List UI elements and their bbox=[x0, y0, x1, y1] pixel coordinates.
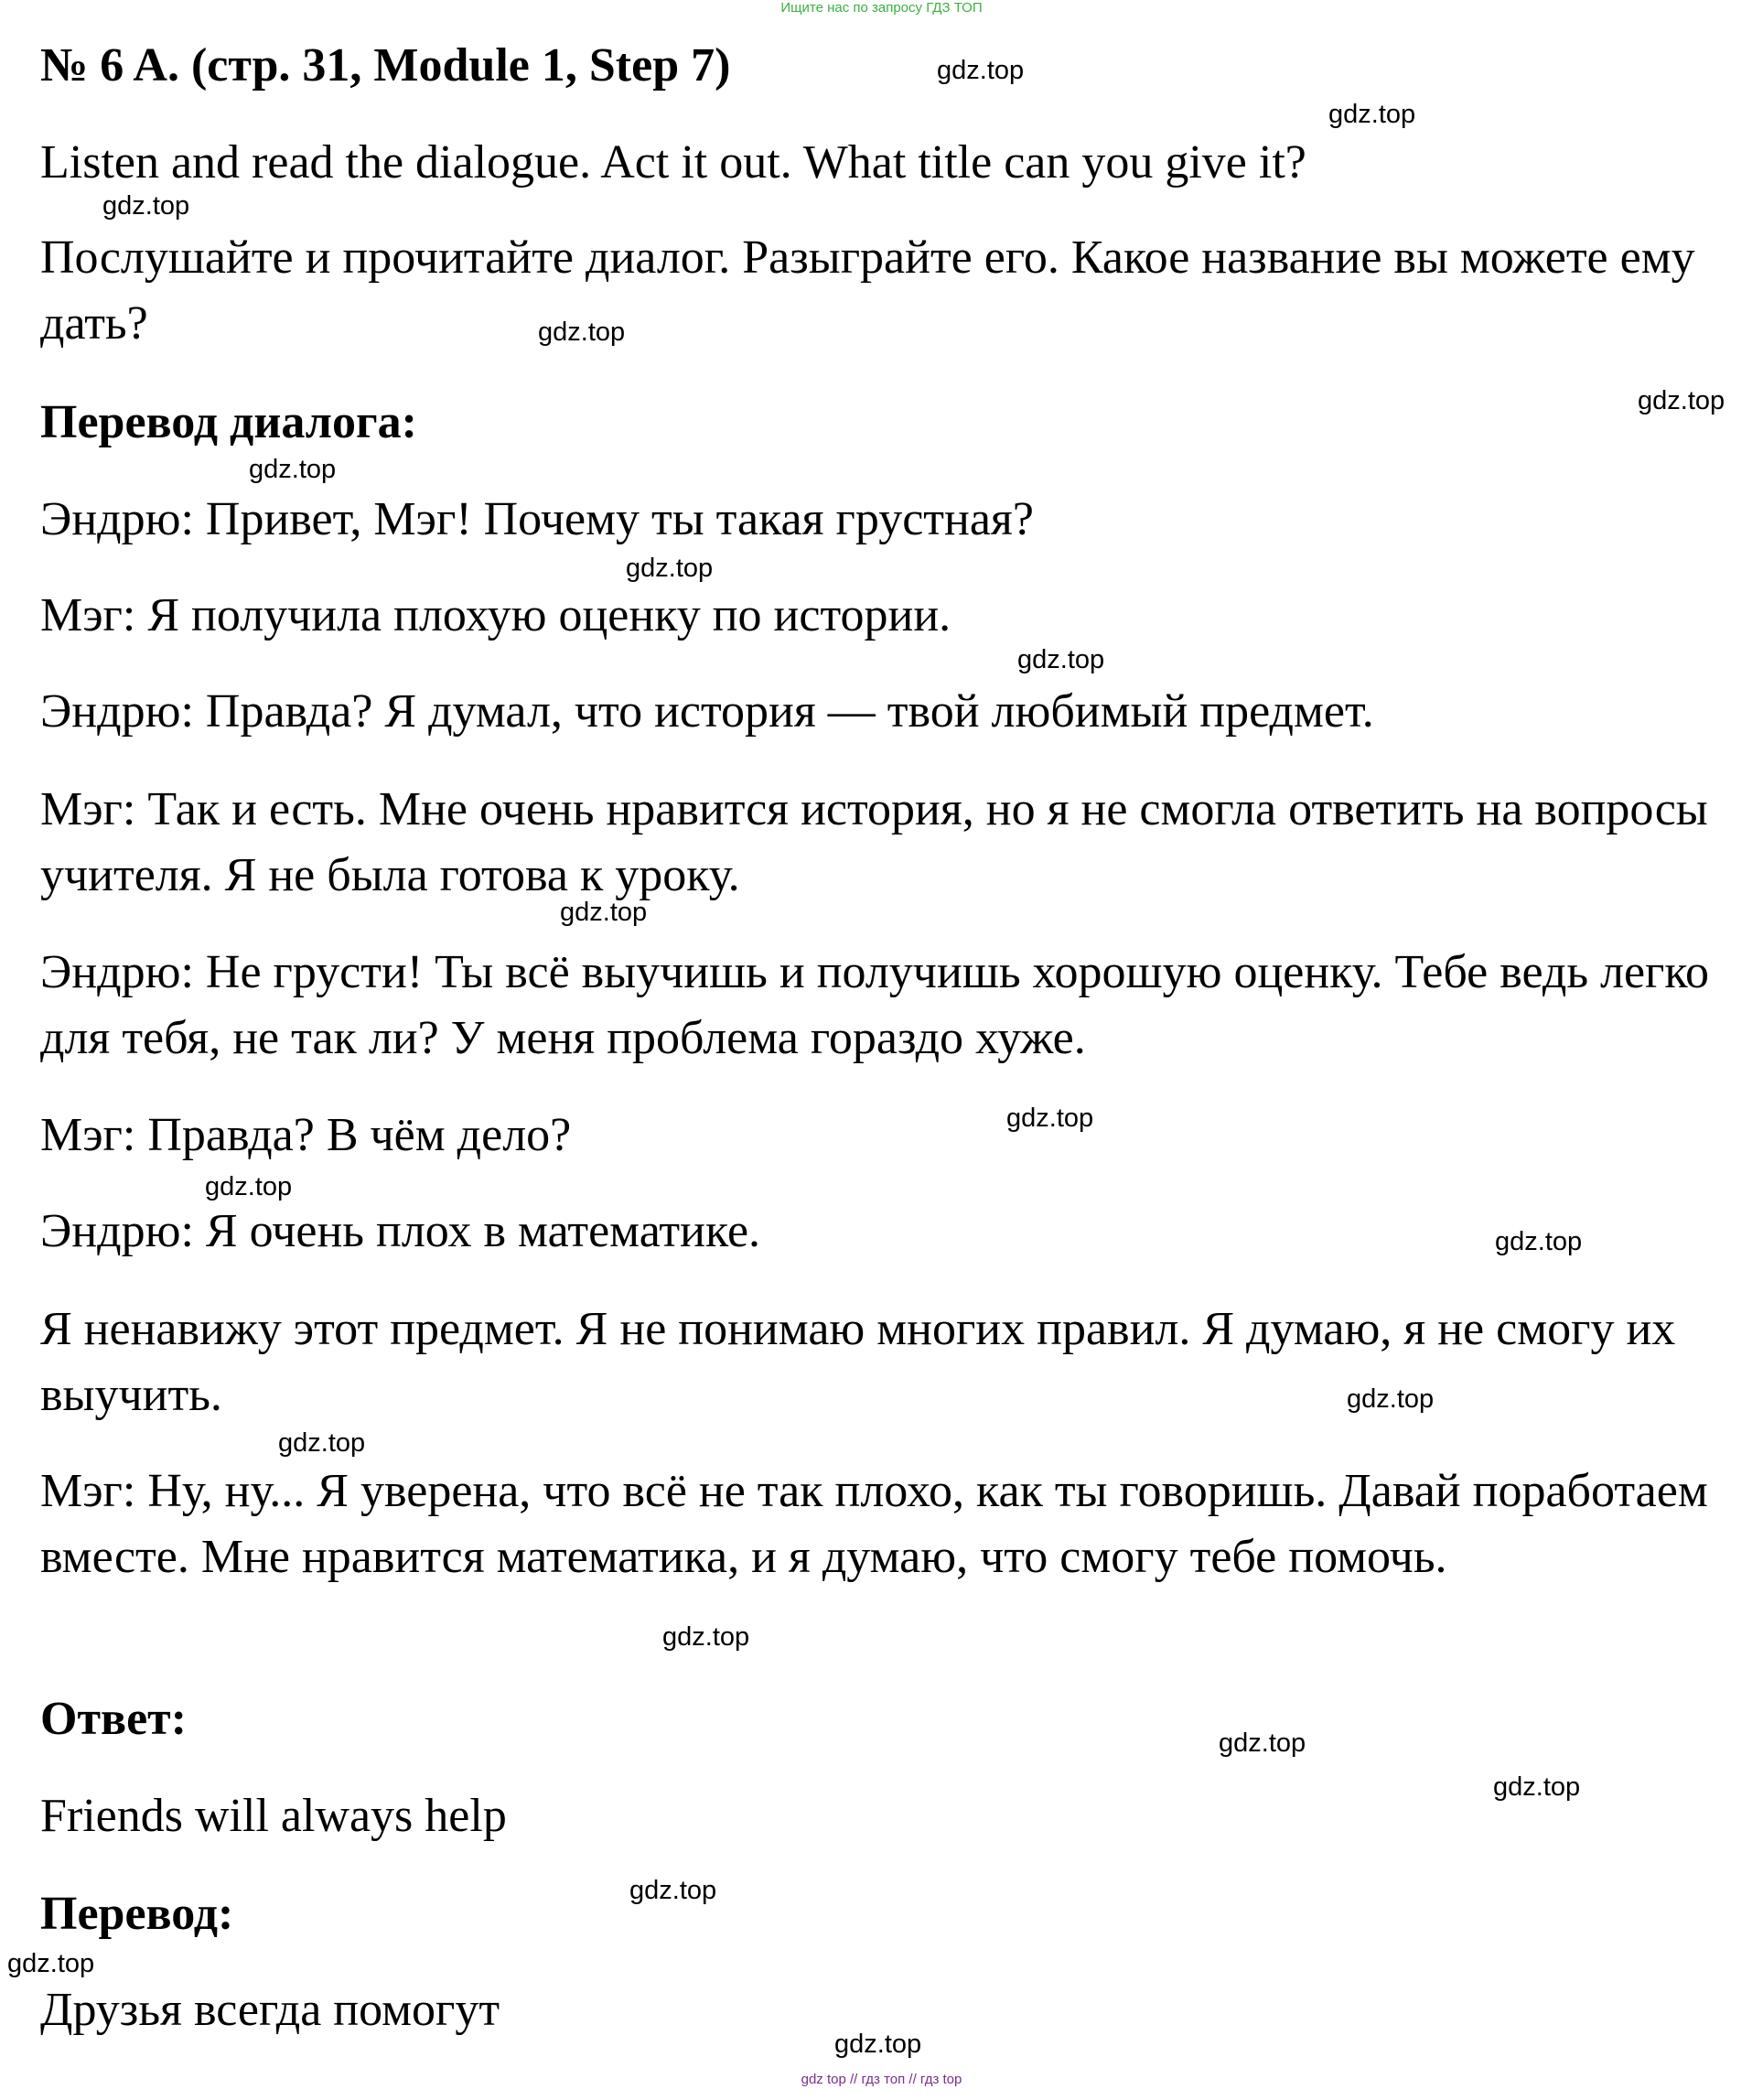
watermark: gdz.top bbox=[626, 554, 714, 583]
answer-translation-heading: Перевод: bbox=[40, 1888, 234, 1940]
watermark: gdz.top bbox=[205, 1172, 293, 1201]
task-russian: Послушайте и прочитайте диалог. Разыграйте его. Какое название вы можете ему дать? bbox=[40, 232, 1695, 350]
task-english: Listen and read the dialogue. Act it out. What title can you give it? bbox=[40, 136, 1306, 188]
dialogue-line-3: Эндрю: Правда? Я думал, что история — твой любимый предмет. bbox=[40, 685, 1374, 738]
answer-translation-text: Друзья всегда помогут bbox=[40, 1984, 500, 2036]
dialogue-line-2: Мэг: Я получила плохую оценку по истории. bbox=[40, 589, 951, 641]
page-title: № 6 A. (стр. 31, Module 1, Step 7) bbox=[40, 39, 731, 92]
dialogue-line-6: Мэг: Правда? В чём дело? bbox=[40, 1109, 572, 1161]
watermark: gdz.top bbox=[1219, 1728, 1306, 1758]
watermark: gdz.top bbox=[1006, 1104, 1094, 1133]
translation-heading: Перевод диалога: bbox=[40, 396, 417, 448]
watermark: gdz.top bbox=[662, 1622, 750, 1652]
watermark: gdz.top bbox=[1493, 1772, 1581, 1802]
dialogue-line-7: Эндрю: Я очень плох в математике. bbox=[40, 1205, 761, 1257]
watermark: gdz.top bbox=[102, 191, 190, 221]
watermark: gdz.top bbox=[249, 455, 337, 484]
watermark: gdz.top bbox=[937, 56, 1025, 85]
top-banner: Ищите нас по запросу ГДЗ ТОП bbox=[780, 0, 983, 16]
watermark: gdz.top bbox=[629, 1876, 717, 1905]
dialogue-line-5: Эндрю: Не грусти! Ты всё выучишь и получишь хорошую оценку. Тебе ведь легко для тебя, не так ли? У меня проблема гораздо хуже. bbox=[40, 946, 1710, 1064]
watermark: gdz.top bbox=[278, 1428, 366, 1458]
dialogue-line-9: Мэг: Ну, ну... Я уверена, что всё не так плохо, как ты говоришь. Давай поработаем вместе. Мне нравится математика, и я думаю, что смогу тебе помочь. bbox=[40, 1465, 1708, 1583]
watermark: gdz.top bbox=[1495, 1227, 1583, 1256]
watermark: gdz.top bbox=[1017, 645, 1105, 674]
dialogue-line-8: Я ненавижу этот предмет. Я не понимаю многих правил. Я думаю, я не смогу их выучить. bbox=[40, 1303, 1676, 1421]
answer-heading: Ответ: bbox=[40, 1693, 188, 1745]
watermark: gdz.top bbox=[1638, 386, 1725, 415]
watermark: gdz.top bbox=[1328, 100, 1416, 129]
dialogue-line-4: Мэг: Так и есть. Мне очень нравится история, но я не смогла ответить на вопросы учителя. Я не была готова к уроку. bbox=[40, 783, 1708, 901]
bottom-banner: gdz top // гдз топ // гдз top bbox=[801, 2072, 962, 2087]
dialogue-line-1: Эндрю: Привет, Мэг! Почему ты такая грустная? bbox=[40, 493, 1034, 545]
watermark: gdz.top bbox=[7, 1949, 95, 1978]
answer-text: Friends will always help bbox=[40, 1790, 507, 1842]
watermark: gdz.top bbox=[834, 2030, 922, 2059]
watermark: gdz.top bbox=[538, 318, 626, 347]
watermark: gdz.top bbox=[560, 898, 648, 927]
watermark: gdz.top bbox=[1347, 1384, 1435, 1414]
